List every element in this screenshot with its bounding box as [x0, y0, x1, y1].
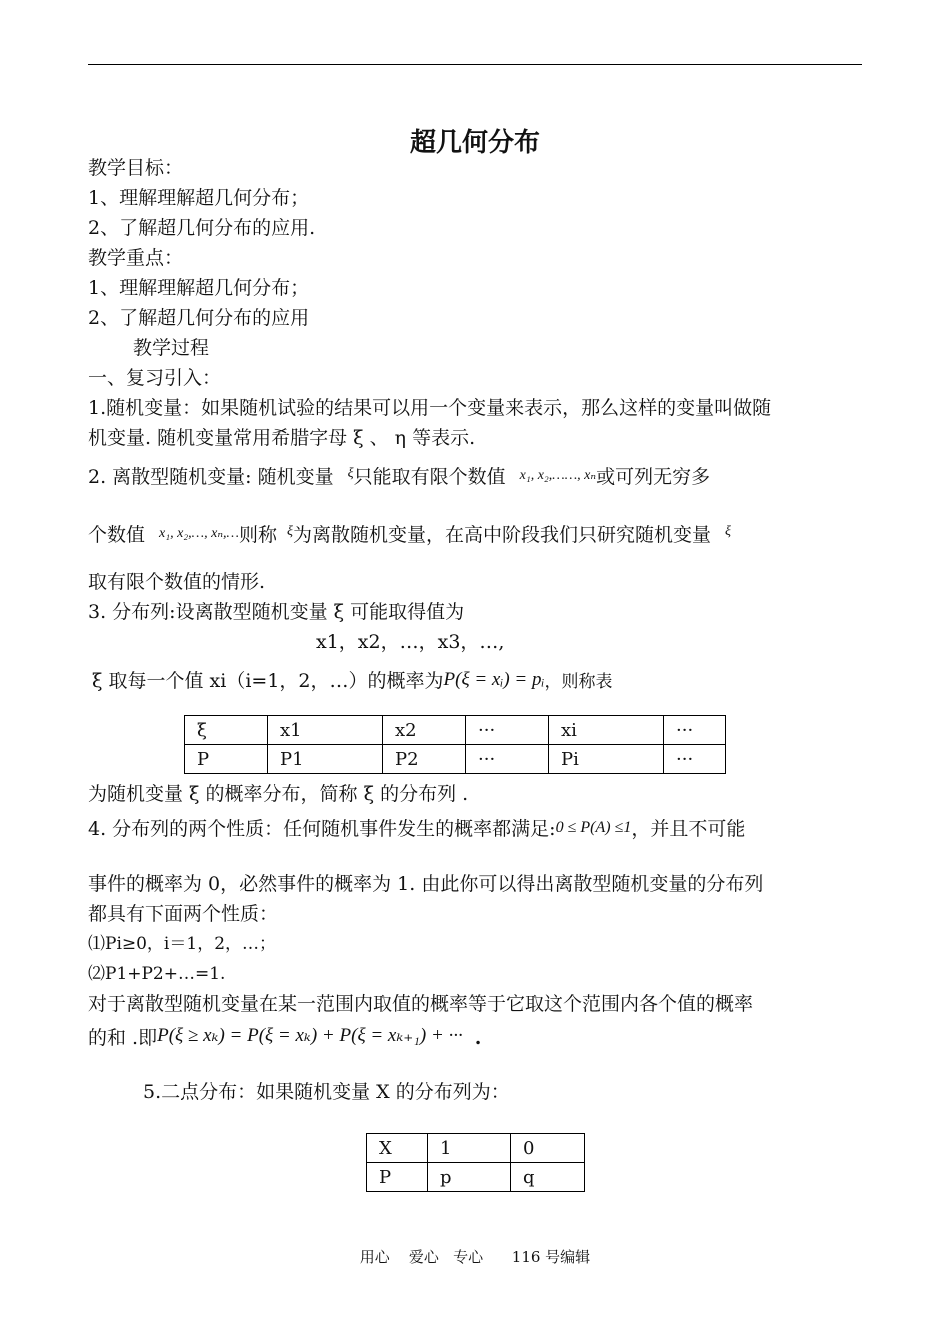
p1-line2: 机变量. 随机变量常用希腊字母 ξ 、 η 等表示. [88, 427, 476, 449]
p3-line3-text-b: ，则称表 [544, 672, 613, 692]
p2-line2 [88, 520, 731, 547]
table-cell: 1 [428, 1134, 511, 1163]
p2-line1 [88, 462, 710, 489]
p2-line2-text-a: 个数值 [88, 524, 146, 546]
process-heading: 教学过程 [133, 337, 210, 359]
table-cell: ··· [466, 745, 549, 774]
table-row [367, 1134, 585, 1163]
two-point-table [366, 1133, 585, 1192]
page-footer: 用心 爱心 专心 116 号编辑 [359, 1248, 591, 1266]
p4-line1-text-a: 4. 分布列的两个性质：任何随机事件发生的概率都满足: [88, 818, 556, 840]
key-point-item-2: 2、了解超几何分布的应用 [88, 307, 310, 329]
p3-line3 [92, 668, 613, 694]
table-cell: ξ [185, 716, 268, 745]
page-title: 超几何分布 [409, 128, 540, 158]
goals-heading: 教学目标： [88, 157, 184, 179]
p2-line1-text-b: 只能取有限个数值 [353, 466, 506, 488]
table-cell: q [511, 1163, 585, 1192]
p4-line1-text-b: ，并且不可能 [631, 818, 746, 840]
p4-line2: 事件的概率为 0，必然事件的概率为 1. 由此你可以得出离散型随机变量的分布列 [88, 873, 764, 895]
key-point-item-1: 1、理解理解超几何分布； [88, 277, 310, 299]
table-cell: ··· [664, 745, 726, 774]
table-row [367, 1163, 585, 1192]
property-2: ⑵P1+P2+…=1. [88, 964, 226, 984]
p2-line1-text-a: 2. 离散型随机变量: 随机变量 [88, 466, 334, 488]
xi-symbol: ξ [725, 524, 731, 539]
cumulative-formula: P(ξ ≥ xₖ) = P(ξ = xₖ) + P(ξ = xₖ₊₁) + ··· [157, 1025, 463, 1046]
goal-item-2: 2、了解超几何分布的应用. [88, 217, 316, 239]
probability-bounds-formula: 0 ≤ P(A) ≤1 [555, 819, 632, 836]
table-cell: x1 [268, 716, 383, 745]
p4-line5 [88, 1024, 481, 1050]
p3-after: 为随机变量 ξ 的概率分布，简称 ξ 的分布列 . [88, 783, 469, 805]
p4-line5-text-b: . [474, 1027, 482, 1049]
p3-line3-text-a: ξ 取每一个值 xi（i=1，2，…）的概率为 [92, 670, 444, 692]
table-cell: X [367, 1134, 428, 1163]
xi-symbol: ξ [347, 466, 354, 481]
p4-line4: 对于离散型随机变量在某一范围内取值的概率等于它取这个范围内各个值的概率 [88, 993, 754, 1015]
xi-symbol: ξ [286, 524, 293, 539]
key-points-heading: 教学重点： [88, 247, 184, 269]
table-cell: p [428, 1163, 511, 1192]
p2-line2-text-b: 则称 [238, 524, 277, 546]
table-cell: x2 [383, 716, 466, 745]
header-rule [88, 64, 862, 65]
p4-line5-text-a: 的和 .即 [88, 1027, 158, 1049]
p3-line1: 3. 分布列:设离散型随机变量 ξ 可能取得值为 [88, 601, 465, 623]
table-cell: xi [549, 716, 664, 745]
table-cell: ··· [664, 716, 726, 745]
table-cell: P [185, 745, 268, 774]
table-cell: P1 [268, 745, 383, 774]
table-cell: P [367, 1163, 428, 1192]
p5-line: 5.二点分布：如果随机变量 X 的分布列为： [143, 1081, 510, 1103]
finite-sequence: x₁, x₂,……, xₙ [519, 468, 597, 483]
p2-line2-text-c: 为离散随机变量，在高中阶段我们只研究随机变量 [292, 524, 711, 546]
infinite-sequence: x₁, x₂,…, xₙ,… [159, 526, 239, 541]
p2-line3: 取有限个数值的情形. [88, 571, 266, 593]
p1-line1: 1.随机变量：如果随机试验的结果可以用一个变量来表示，那么这样的变量叫做随 [88, 397, 772, 419]
table-cell: 0 [511, 1134, 585, 1163]
table-cell: Pi [549, 745, 664, 774]
table-row [185, 716, 726, 745]
section1-heading: 一、复习引入： [88, 367, 222, 389]
probability-formula: P(ξ = xᵢ) = pᵢ [443, 669, 545, 690]
goal-item-1: 1、理解理解超几何分布； [88, 187, 310, 209]
p4-line1 [88, 816, 745, 841]
p4-line3: 都具有下面两个性质： [88, 903, 279, 925]
table-row [185, 745, 726, 774]
property-1: ⑴Pi≥0，i＝1，2，…； [88, 934, 277, 954]
distribution-table [184, 715, 726, 774]
table-cell: P2 [383, 745, 466, 774]
p3-values: x1，x2，…，x3，…, [316, 631, 505, 653]
table-cell: ··· [466, 716, 549, 745]
p2-line1-text-c: 或可列无穷多 [596, 466, 711, 488]
